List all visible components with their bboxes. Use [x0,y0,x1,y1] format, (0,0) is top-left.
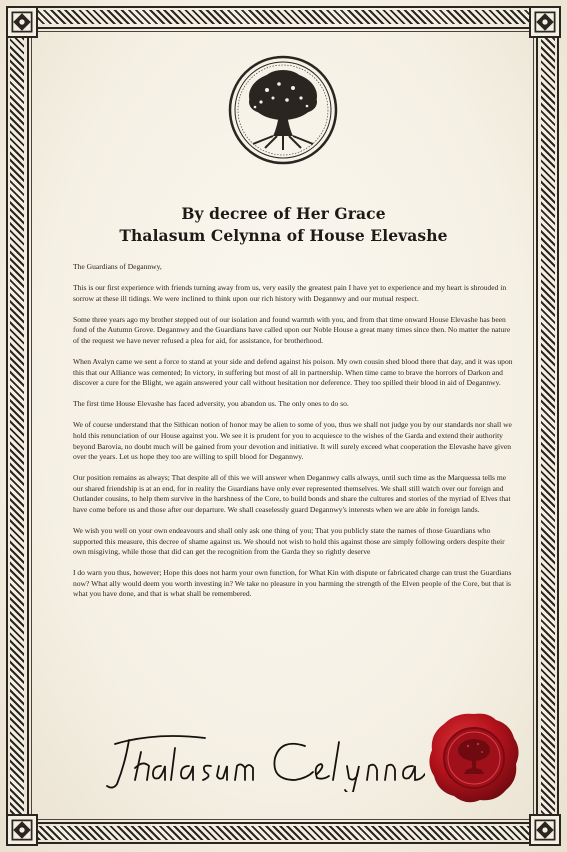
letter-paragraph: We of course understand that the Sithican notion of honor may be alien to some of you, thus we shall not judge you by our standards nor shall we hold this renunciation of our House against you. We see it is prudent for you to acquiesce to the wishes of the Garda and extend their authority beyond Barovia, no doubt much will be gained from your devotion and initiative. It will surely exceed what cooperation the Elevashe have given over the years. Let us hope they too are willing to spill blood for Degannwy. [73,420,512,462]
letter-paragraph: This is our first experience with friends turning away from us, very easily the greatest pain I have yet to experience and my heart is shrouded in sorrow at these ill tidings. We were inclined to think upon our rich history with Degannwy and our mutual respect. [73,283,507,303]
letter-paragraph: We wish you well on your own endeavours and shall only ask one thing of you; That you publicly state the names of those Guardians who supported this measure, this decree of shame against us. We should not wish to hold this against those are simply following orders despite their own misgiving, while those that did can get the recognition from the Garda they so rightly deserve [73,526,505,557]
decree-title-line-1: By decree of Her Grace [181,204,386,223]
letter-paragraph: When Avalyn came we sent a force to stand at your side and defend against his poison. My own cousin shed blood there that day, and it was upon this that our Alliance was cemented; In victory, in suffering but most of all in partnership. When time came to brave the horrors of Darkon and discover a cure for the Blight, we again answered your call without hesitation nor deference. They too spilled their blood in aid of Degannwy. [73,357,513,388]
letter-paragraph: Some three years ago my brother stepped out of our isolation and found warmth with you, and from that time onward House Elevashe has been fond of the Autumn Grove. Degannwy and the Guardians have called upon our Noble House a great many times since then. No matter the nature of the request we have never refused a plea for aid, for assistance, for brotherhood. [73,314,511,345]
letter-paragraph: The first time House Elevashe has faced adversity, you abandon us. The only ones to do so. [73,399,349,409]
decree-title-line-2: Thalasum Celynna of House Elevashe [119,226,448,245]
corner-ornament-icon [529,814,561,846]
tree-of-life-icon [227,54,339,166]
letter-body [73,262,513,610]
letter-paragraph: Our position remains as always; That despite all of this we will answer when Degannwy calls always, until such time as the Marquessa tells me our shared friendship is at an end, for in reality the Guardians have only ever represented themselves. We shall still watch over our foreign and Outlander cousins, to help them survive in the harshness of the Core, to build bonds and share the cultures and stories of the myriad of Elves that have come before us and those after our departure. We shall ceaselessly guard Degannwy's interests when we are able in foreign lands. [73,473,511,514]
corner-ornament-icon [529,6,561,38]
handwritten-signature [95,722,425,792]
letter-paragraph: I do warn you thus, however; Hope this does not harm your own function, for What Kin with dispute or fabricated charge can trust the Guardians now? What ally would deem you worth investing in? We take no pleasure in you harming the strength of the Elven people of the Core, but that is what you have done, and that is what shall be remembered. [73,568,512,599]
corner-ornament-icon [6,6,38,38]
corner-ornament-icon [6,814,38,846]
wax-seal-tree-icon [426,710,522,806]
letter-salutation: The Guardians of Degannwy, [73,262,162,271]
